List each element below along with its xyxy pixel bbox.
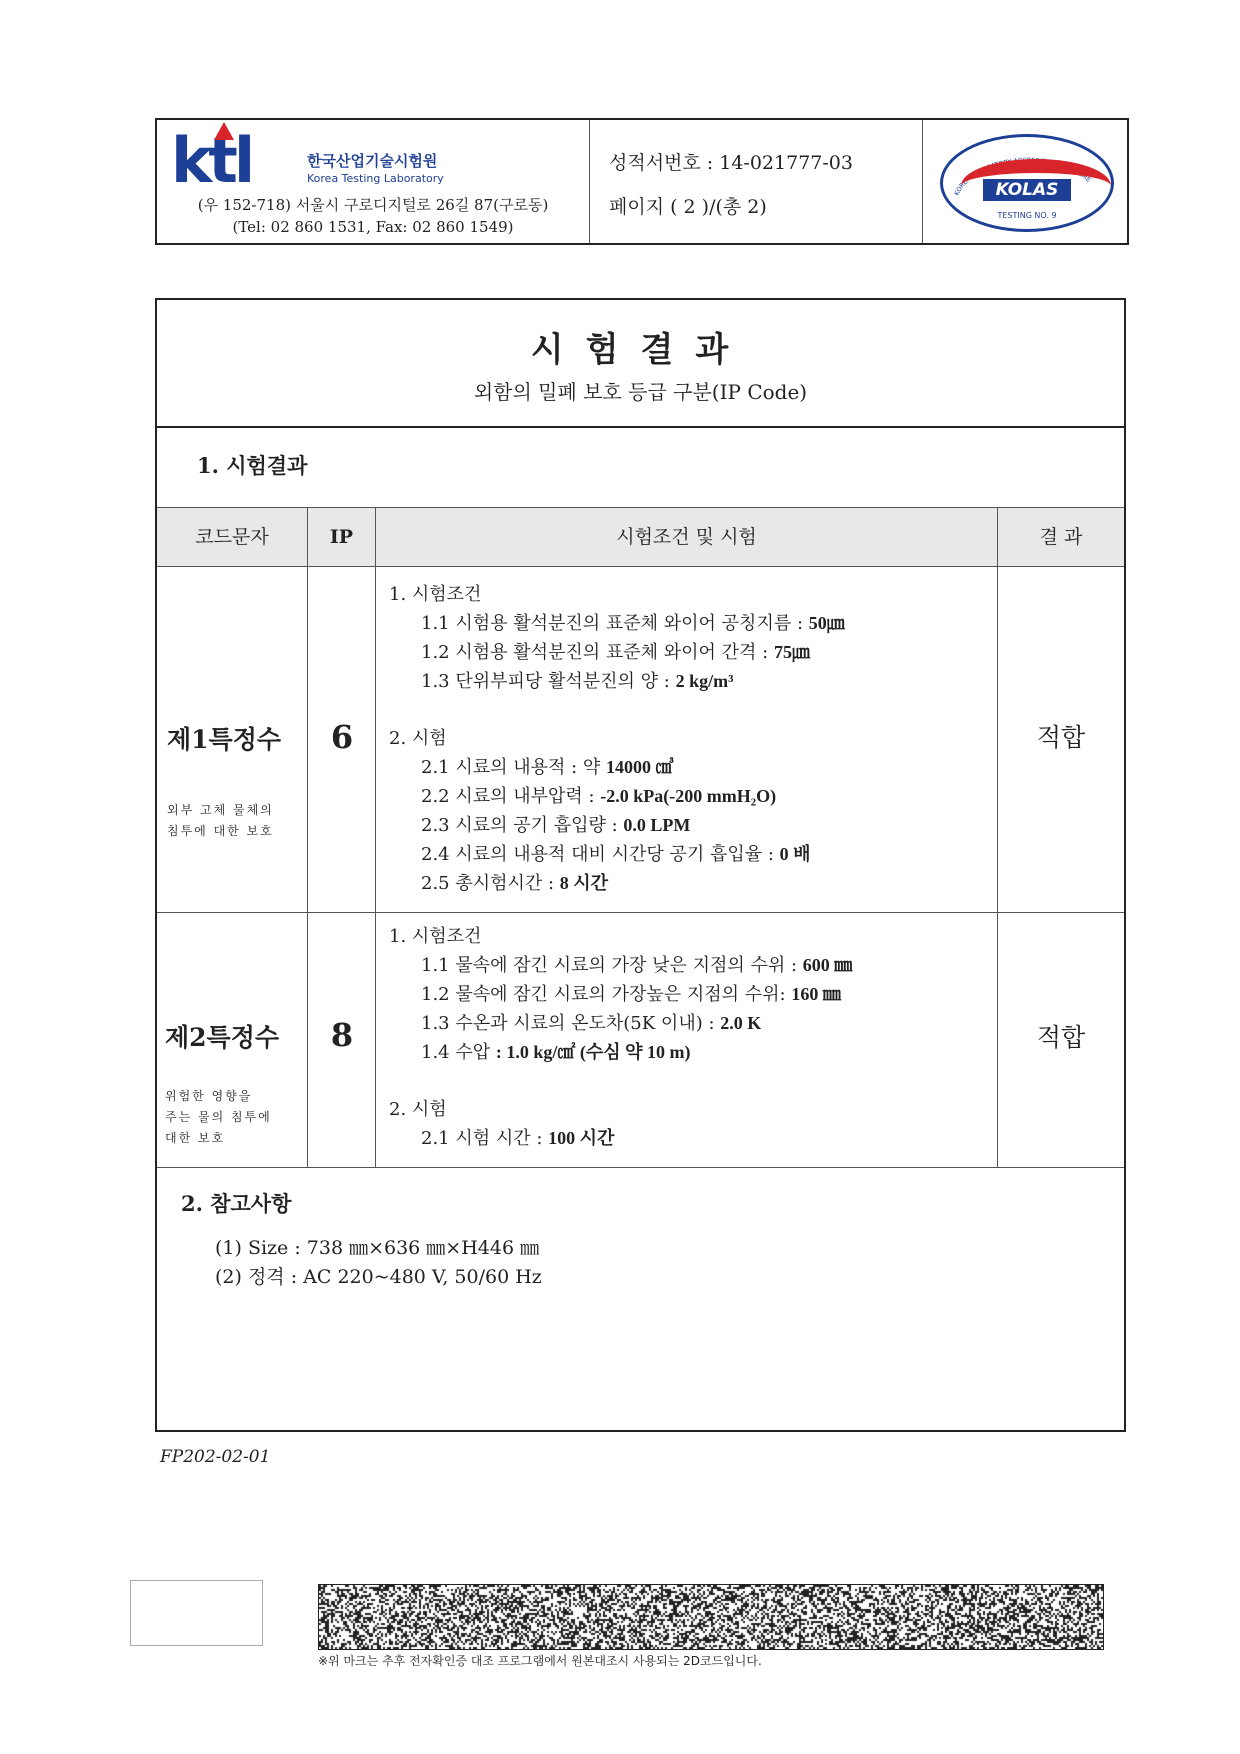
condition-line: 2. 시험 [389,728,447,749]
code-description: 위험한 영향을 주는 물의 침투에 대한 보호 [165,1089,272,1145]
ip-digit: 8 [330,1016,354,1054]
condition-line: 2.4 시료의 내용적 대비 시간당 공기 흡입율 : 0 배 [421,844,811,865]
kolas-testing-no: TESTING NO. 9 [997,211,1057,220]
divider [922,120,923,243]
page-subtitle: 외함의 밀폐 보호 등급 구분(IP Code) [473,380,808,404]
kolas-logo [940,134,1114,232]
form-number: FP202-02-01 [160,1447,271,1467]
condition-line: 1. 시험조건 [389,584,482,605]
code-label: 제2특정수 [165,1023,279,1052]
condition-line: 1.4 수압 : 1.0 kg/㎠ (수심 약 10 m) [421,1042,691,1063]
address: (우 152-718) 서울시 구로디지털로 26길 87(구로동) [197,196,549,214]
report-header [155,118,1129,245]
note-item: (1) Size : 738 ㎜×636 ㎜×H446 ㎜ [215,1237,540,1259]
condition-line: 2.1 시험 시간 : 100 시간 [421,1128,615,1149]
conditions-list [389,922,852,1153]
report-number: 성적서번호 : 14-021777-03 [609,152,853,174]
conditions-list [389,580,845,898]
col-header-result: 결 과 [998,508,1124,566]
org-name-english: Korea Testing Laboratory [307,172,444,185]
condition-line: 2. 시험 [389,1099,447,1120]
result-value: 적합 [1036,1023,1086,1052]
divider [589,120,590,243]
condition-line [389,696,845,724]
code-label: 제1특정수 [167,725,281,754]
condition-line: 1. 시험조건 [389,926,482,947]
kolas-wordmark: KOLAS [983,179,1071,201]
col-header-conditions: 시험조건 및 시험 [376,508,997,566]
condition-line: 2.2 시료의 내부압력 : -2.0 kPa(-200 mmH₂O) [421,786,777,807]
contact: (Tel: 02 860 1531, Fax: 02 860 1549) [232,218,514,236]
result-value: 적합 [1036,723,1086,752]
ktl-logo: ktl [171,124,252,197]
org-name-korean: 한국산업기술시험원 [307,152,438,170]
condition-line [389,1067,852,1095]
condition-line: 2.1 시료의 내용적 : 약 14000 ㎤ [421,757,674,778]
page-number: 페이지 ( 2 )/(총 2) [609,196,767,218]
blank-stamp-box [130,1580,263,1646]
ip-digit: 6 [330,718,354,756]
condition-line: 2.3 시료의 공기 흡입량 : 0.0 LPM [421,815,691,836]
col-header-ip: IP [308,508,375,566]
2d-verification-code [318,1584,1104,1650]
test-results-box [155,298,1126,1432]
condition-line: 1.3 단위부피당 활석분진의 양 : 2 kg/m³ [421,671,734,692]
condition-line: 2.5 총시험시간 : 8 시간 [421,873,609,894]
condition-line: 1.1 물속에 잠긴 시료의 가장 낮은 지점의 수위 : 600 ㎜ [421,955,853,976]
code-footnote: ※위 마크는 추후 전자확인증 대조 프로그램에서 원본대조시 사용되는 2D코드입니다. [318,1654,762,1668]
kolas-arc-text: KOREA LABORATORY ACCREDITATION SCHEME [953,157,1092,197]
notes-list [215,1234,542,1292]
note-item: (2) 정격 : AC 220~480 V, 50/60 Hz [215,1266,542,1288]
code-description: 외부 고체 물체의 침투에 대한 보호 [167,803,274,838]
col-header-code: 코드문자 [157,508,307,566]
section-2-heading: 2. 참고사항 [181,1191,292,1216]
condition-line: 1.2 시험용 활석분진의 표준체 와이어 간격 : 75㎛ [421,642,810,663]
section-1-heading: 1. 시험결과 [197,453,308,478]
condition-line: 1.3 수온과 시료의 온도차(5K 이내) : 2.0 K [421,1013,762,1034]
condition-line: 1.1 시험용 활석분진의 표준체 와이어 공칭지름 : 50㎛ [421,613,845,634]
condition-line: 1.2 물속에 잠긴 시료의 가장높은 지점의 수위: 160 ㎜ [421,984,841,1005]
page-title: 시험결과 [530,330,751,370]
